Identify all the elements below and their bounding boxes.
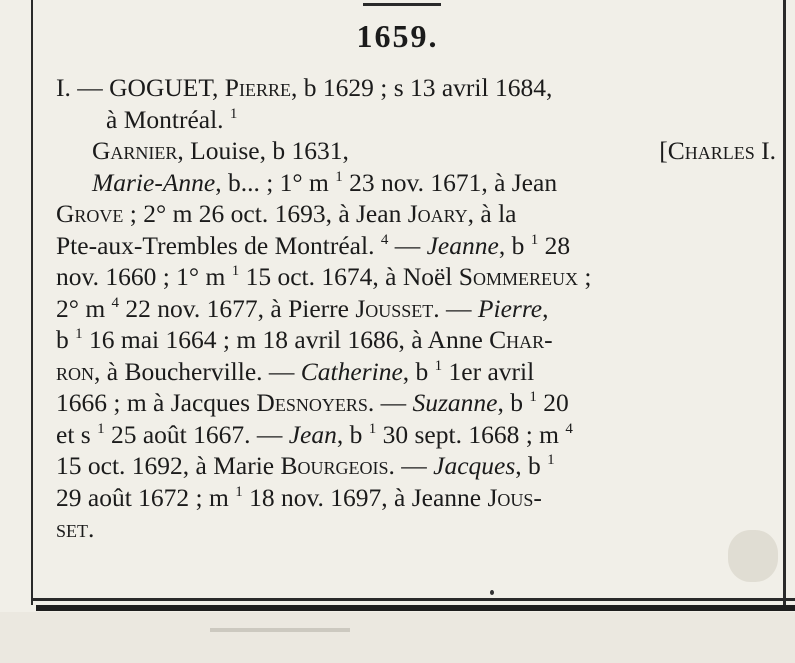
print-smudge — [210, 628, 350, 632]
entry-line-7: nov. 1660 ; 1° m $^1$ 15 oct. 1674, à Noël Sommereux ; — [56, 262, 592, 291]
entry-line-9: b $^1$ 16 mai 1664 ; m 18 avril 1686, à Anne Char- — [56, 325, 553, 354]
entry-line-6: Pte-aux-Trembles de Montréal. $^4$ — Jeanne, b $^1$ 28 — [56, 230, 571, 260]
entry-line-4: Marie-Anne, b... ; 1° m $^1$ 23 nov. 1671, à Jean — [92, 167, 558, 197]
entry-line-1: I. — GOGUET, Pierre, b 1629 ; s 13 avril 1684, — [56, 73, 553, 102]
entry-line-8: 2° m $^4$ 22 nov. 1677, à Pierre Jousset. — Pierre, — [56, 293, 549, 323]
left-frame-rule — [31, 0, 33, 605]
entry-line-14: 29 août 1672 ; m $^1$ 18 nov. 1697, à Jeanne Jous- — [56, 482, 542, 512]
year-heading: 1659. — [356, 18, 439, 54]
ink-dot — [490, 590, 494, 595]
genealogy-entry — [56, 72, 776, 545]
entry-line-2: à Montréal. $^1$ — [106, 104, 238, 134]
bottom-margin — [0, 612, 795, 663]
entry-line-5: Grove ; 2° m 26 oct. 1693, à Jean Joary, à la — [56, 199, 517, 228]
paper-stain — [728, 530, 778, 582]
entry-line-12: et s $^1$ 25 août 1667. — Jean, b $^1$ 30 sept. 1668 ; m $^4$ — [56, 419, 573, 449]
entry-line-15: set. — [56, 514, 95, 543]
entry-line-10: ron, à Boucherville. — Catherine, b $^1$ 1er avril — [56, 356, 535, 386]
entry-line-11: 1666 ; m à Jacques Desnoyers. — Suzanne, b $^1$ 20 — [56, 388, 569, 417]
entry-line-3: Garnier, Louise, b 1631, [Charles I. — [92, 136, 776, 165]
bottom-rule-thin — [31, 598, 795, 601]
bottom-rule-thick — [36, 605, 795, 611]
right-frame-rule — [783, 0, 786, 605]
entry-line-13: 15 oct. 1692, à Marie Bourgeois. — Jacques, b $^1$ — [56, 451, 555, 480]
top-rule — [363, 3, 441, 6]
